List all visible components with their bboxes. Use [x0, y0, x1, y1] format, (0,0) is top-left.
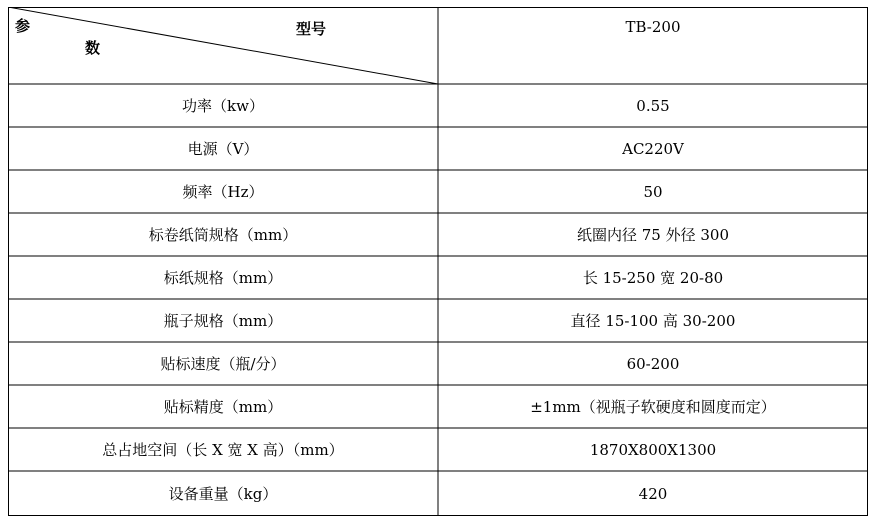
spec-value-power: 0.55	[636, 96, 670, 115]
spec-label-label-roll: 标卷纸筒规格（mm）	[148, 226, 298, 244]
spec-label-label-size: 标纸规格（mm）	[163, 269, 283, 287]
spec-value-power-supply: AC220V	[622, 139, 684, 158]
spec-label-accuracy: 贴标精度（mm）	[163, 398, 283, 416]
spec-label-frequency: 频率（Hz）	[182, 183, 264, 201]
spec-table	[8, 7, 868, 516]
spec-value-label-roll: 纸圈内径 75 外径 300	[576, 226, 730, 244]
header-diagonal	[8, 7, 438, 84]
spec-label-power: 功率（kw）	[182, 97, 264, 115]
spec-label-power-supply: 电源（V）	[187, 140, 259, 158]
spec-label-bottle-size: 瓶子规格（mm）	[163, 312, 283, 330]
param-label-top: 参	[15, 17, 31, 35]
spec-label-footprint: 总占地空间（长 X 宽 X 高）（mm）	[102, 441, 344, 459]
spec-label-speed: 贴标速度（瓶/分）	[160, 355, 286, 373]
spec-value-frequency: 50	[643, 182, 663, 201]
model-label: 型号	[296, 20, 327, 38]
spec-value-accuracy: ±1mm（视瓶子软硬度和圆度而定）	[530, 398, 776, 416]
spec-value-footprint: 1870X800X1300	[589, 440, 717, 459]
model-value: TB-200	[625, 18, 681, 36]
spec-value-bottle-size: 直径 15-100 高 30-200	[570, 312, 736, 330]
param-label-bottom: 数	[85, 39, 101, 57]
spec-value-label-size: 长 15-250 宽 20-80	[582, 269, 724, 287]
spec-label-weight: 设备重量（kg）	[168, 485, 278, 503]
spec-value-speed: 60-200	[626, 354, 680, 373]
spec-value-weight: 420	[638, 484, 668, 503]
